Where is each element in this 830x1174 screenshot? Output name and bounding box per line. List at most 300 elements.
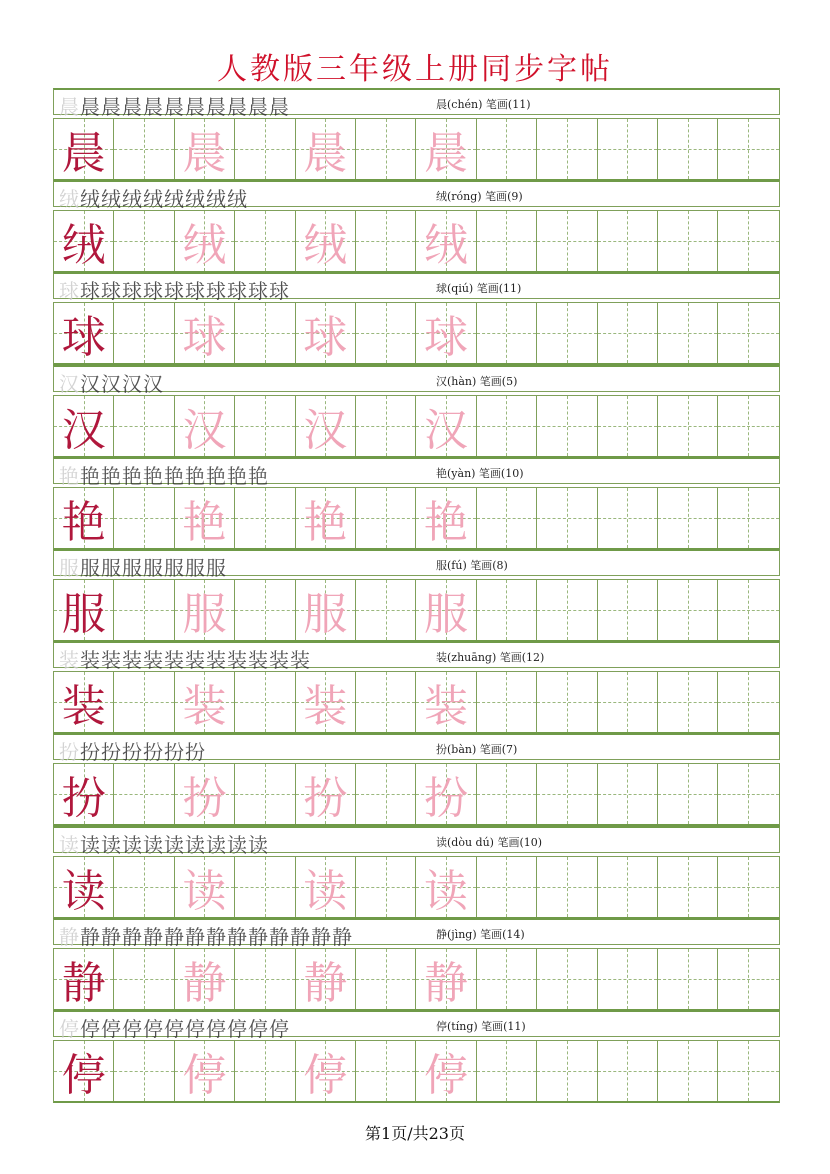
stroke-step: 服 xyxy=(101,555,122,580)
practice-cell[interactable] xyxy=(296,672,356,732)
practice-cell[interactable] xyxy=(718,1041,778,1101)
stroke-order-row xyxy=(53,365,780,396)
stroke-order-row xyxy=(53,641,780,673)
practice-cell[interactable] xyxy=(477,488,537,548)
stroke-step: 晨 xyxy=(143,95,164,119)
stroke-step: 停 xyxy=(248,1016,269,1041)
practice-cell[interactable] xyxy=(235,119,295,179)
stroke-order-sequence xyxy=(59,829,269,858)
practice-cell[interactable] xyxy=(477,857,537,917)
practice-cell[interactable] xyxy=(114,764,174,824)
practice-cell[interactable] xyxy=(658,580,718,640)
stroke-step: 艳 xyxy=(101,463,122,488)
practice-cell[interactable] xyxy=(175,672,235,732)
trace-char: 艳 xyxy=(303,496,348,548)
stroke-step: 绒 xyxy=(206,187,227,212)
practice-grid-row xyxy=(53,579,780,642)
char-info: 绒(róng) 笔画(9) xyxy=(436,190,523,204)
trace-char: 读 xyxy=(303,865,348,917)
practice-cell[interactable] xyxy=(296,488,356,548)
char-block xyxy=(53,272,780,364)
stroke-step: 停 xyxy=(59,1016,80,1041)
stroke-step: 绒 xyxy=(80,187,101,212)
practice-cell[interactable] xyxy=(477,303,537,363)
stroke-step: 装 xyxy=(59,648,80,673)
practice-cell[interactable] xyxy=(598,396,658,456)
practice-cell[interactable] xyxy=(54,1041,114,1101)
trace-char: 服 xyxy=(424,588,469,640)
stroke-step: 装 xyxy=(164,648,185,673)
stroke-order-sequence xyxy=(59,460,269,489)
practice-cell[interactable] xyxy=(658,949,718,1009)
practice-cell[interactable] xyxy=(54,949,114,1009)
trace-char: 绒 xyxy=(424,220,469,272)
practice-cell[interactable] xyxy=(175,857,235,917)
practice-cell[interactable] xyxy=(54,303,114,363)
practice-cell[interactable] xyxy=(235,1041,295,1101)
stroke-step: 服 xyxy=(143,555,164,580)
trace-char: 读 xyxy=(424,865,469,917)
practice-cell[interactable] xyxy=(658,119,718,179)
trace-char: 装 xyxy=(303,681,348,733)
stroke-step: 球 xyxy=(122,279,143,304)
stroke-order-sequence xyxy=(59,921,353,950)
trace-char: 球 xyxy=(424,312,469,364)
practice-cell[interactable] xyxy=(235,396,295,456)
stroke-step: 停 xyxy=(269,1016,290,1041)
practice-cell[interactable] xyxy=(235,949,295,1009)
practice-grid-row xyxy=(53,671,780,734)
stroke-order-sequence xyxy=(59,644,311,673)
trace-char: 扮 xyxy=(303,773,348,825)
trace-char: 扮 xyxy=(182,773,227,825)
char-block xyxy=(53,641,780,733)
practice-cell[interactable] xyxy=(477,672,537,732)
stroke-step: 装 xyxy=(269,648,290,673)
practice-cell[interactable] xyxy=(718,303,778,363)
char-info: 扮(bàn) 笔画(7) xyxy=(436,743,518,757)
practice-cell[interactable] xyxy=(658,857,718,917)
stroke-step: 服 xyxy=(80,555,101,580)
stroke-step: 晨 xyxy=(80,95,101,119)
stroke-step: 晨 xyxy=(227,95,248,119)
practice-cell[interactable] xyxy=(175,211,235,271)
practice-cell[interactable] xyxy=(718,119,778,179)
stroke-order-sequence xyxy=(59,275,290,304)
practice-cell[interactable] xyxy=(416,580,476,640)
practice-cell[interactable] xyxy=(537,303,597,363)
practice-cell[interactable] xyxy=(114,580,174,640)
practice-cell[interactable] xyxy=(416,303,476,363)
practice-cell[interactable] xyxy=(235,857,295,917)
trace-char: 绒 xyxy=(182,220,227,272)
trace-char: 静 xyxy=(182,957,227,1009)
practice-cell[interactable] xyxy=(537,857,597,917)
practice-cell[interactable] xyxy=(416,857,476,917)
practice-cell[interactable] xyxy=(356,672,416,732)
stroke-step: 读 xyxy=(206,832,227,857)
trace-char: 艳 xyxy=(424,496,469,548)
stroke-step: 晨 xyxy=(206,95,227,119)
stroke-step: 读 xyxy=(143,832,164,857)
trace-char: 静 xyxy=(303,957,348,1009)
trace-char: 汉 xyxy=(424,404,469,456)
stroke-step: 扮 xyxy=(101,740,122,765)
stroke-step: 汉 xyxy=(101,371,122,396)
practice-cell[interactable] xyxy=(477,764,537,824)
stroke-step: 艳 xyxy=(143,463,164,488)
stroke-step: 服 xyxy=(59,555,80,580)
stroke-step: 球 xyxy=(164,279,185,304)
stroke-step: 汉 xyxy=(122,371,143,396)
stroke-order-row xyxy=(53,88,780,119)
stroke-step: 艳 xyxy=(227,463,248,488)
stroke-step: 读 xyxy=(101,832,122,857)
practice-cell[interactable] xyxy=(114,949,174,1009)
stroke-step: 艳 xyxy=(59,463,80,488)
stroke-step: 静 xyxy=(80,924,101,949)
practice-cell[interactable] xyxy=(175,303,235,363)
stroke-step: 停 xyxy=(101,1016,122,1041)
practice-cell[interactable] xyxy=(416,764,476,824)
stroke-step: 艳 xyxy=(122,463,143,488)
stroke-order-row xyxy=(53,180,780,212)
practice-cell[interactable] xyxy=(598,764,658,824)
stroke-order-row xyxy=(53,272,780,304)
stroke-step: 静 xyxy=(269,924,290,949)
model-char: 服 xyxy=(61,588,106,640)
stroke-step: 球 xyxy=(269,279,290,304)
char-block xyxy=(53,180,780,272)
practice-cell[interactable] xyxy=(356,488,416,548)
practice-grid-row xyxy=(53,487,780,550)
stroke-step: 读 xyxy=(248,832,269,857)
practice-cell[interactable] xyxy=(296,1041,356,1101)
stroke-order-row xyxy=(53,1010,780,1041)
trace-char: 艳 xyxy=(182,496,227,548)
practice-cell[interactable] xyxy=(296,857,356,917)
practice-cell[interactable] xyxy=(356,1041,416,1101)
stroke-step: 停 xyxy=(80,1016,101,1041)
stroke-step: 静 xyxy=(185,924,206,949)
stroke-step: 静 xyxy=(143,924,164,949)
stroke-step: 读 xyxy=(59,832,80,857)
stroke-step: 艳 xyxy=(80,463,101,488)
practice-cell[interactable] xyxy=(54,580,114,640)
stroke-step: 晨 xyxy=(248,95,269,119)
practice-cell[interactable] xyxy=(537,764,597,824)
stroke-order-row xyxy=(53,549,780,580)
char-info: 读(dòu dú) 笔画(10) xyxy=(436,835,543,849)
practice-cell[interactable] xyxy=(416,396,476,456)
practice-cell[interactable] xyxy=(235,303,295,363)
stroke-step: 停 xyxy=(122,1016,143,1041)
practice-cell[interactable] xyxy=(175,949,235,1009)
stroke-step: 球 xyxy=(185,279,206,304)
practice-cell[interactable] xyxy=(296,119,356,179)
model-char: 读 xyxy=(61,865,106,917)
char-block xyxy=(53,826,780,918)
stroke-step: 装 xyxy=(122,648,143,673)
stroke-step: 球 xyxy=(101,279,122,304)
practice-cell[interactable] xyxy=(718,764,778,824)
practice-cell[interactable] xyxy=(235,580,295,640)
stroke-step: 停 xyxy=(227,1016,248,1041)
stroke-step: 停 xyxy=(206,1016,227,1041)
practice-cell[interactable] xyxy=(598,303,658,363)
practice-cell[interactable] xyxy=(718,396,778,456)
trace-char: 绒 xyxy=(303,220,348,272)
practice-cell[interactable] xyxy=(235,211,295,271)
trace-char: 停 xyxy=(182,1049,227,1101)
stroke-step: 读 xyxy=(164,832,185,857)
stroke-step: 扮 xyxy=(122,740,143,765)
practice-cell[interactable] xyxy=(175,1041,235,1101)
stroke-step: 球 xyxy=(206,279,227,304)
stroke-step: 艳 xyxy=(248,463,269,488)
practice-cell[interactable] xyxy=(537,1041,597,1101)
practice-cell[interactable] xyxy=(175,764,235,824)
stroke-order-sequence xyxy=(59,183,248,212)
trace-char: 读 xyxy=(182,865,227,917)
practice-cell[interactable] xyxy=(114,857,174,917)
stroke-order-row xyxy=(53,826,780,857)
practice-cell[interactable] xyxy=(477,396,537,456)
practice-cell[interactable] xyxy=(54,672,114,732)
practice-cell[interactable] xyxy=(598,211,658,271)
stroke-step: 绒 xyxy=(59,187,80,212)
practice-cell[interactable] xyxy=(356,857,416,917)
practice-cell[interactable] xyxy=(54,119,114,179)
practice-cell[interactable] xyxy=(537,580,597,640)
stroke-step: 绒 xyxy=(227,187,248,212)
practice-cell[interactable] xyxy=(175,396,235,456)
stroke-step: 装 xyxy=(227,648,248,673)
char-block xyxy=(53,1010,780,1102)
practice-cell[interactable] xyxy=(114,488,174,548)
practice-cell[interactable] xyxy=(235,488,295,548)
practice-cell[interactable] xyxy=(114,396,174,456)
practice-cell[interactable] xyxy=(416,949,476,1009)
practice-cell[interactable] xyxy=(356,949,416,1009)
practice-cell[interactable] xyxy=(356,211,416,271)
practice-cell[interactable] xyxy=(114,119,174,179)
trace-char: 球 xyxy=(303,312,348,364)
practice-cell[interactable] xyxy=(296,211,356,271)
stroke-step: 装 xyxy=(290,648,311,673)
model-char: 停 xyxy=(61,1049,106,1101)
stroke-step: 汉 xyxy=(143,371,164,396)
practice-grid-row xyxy=(53,948,780,1011)
trace-char: 停 xyxy=(303,1049,348,1101)
practice-cell[interactable] xyxy=(477,119,537,179)
trace-char: 装 xyxy=(424,681,469,733)
stroke-step: 停 xyxy=(185,1016,206,1041)
model-char: 艳 xyxy=(61,496,106,548)
stroke-order-row xyxy=(53,733,780,765)
model-char: 静 xyxy=(61,957,106,1009)
stroke-step: 读 xyxy=(227,832,248,857)
practice-cell[interactable] xyxy=(658,396,718,456)
practice-cell[interactable] xyxy=(416,488,476,548)
practice-cell[interactable] xyxy=(598,857,658,917)
practice-cell[interactable] xyxy=(356,396,416,456)
stroke-order-sequence xyxy=(59,736,206,765)
practice-cell[interactable] xyxy=(718,857,778,917)
practice-cell[interactable] xyxy=(114,303,174,363)
practice-cell[interactable] xyxy=(356,580,416,640)
practice-cell[interactable] xyxy=(175,580,235,640)
stroke-step: 停 xyxy=(143,1016,164,1041)
practice-cell[interactable] xyxy=(296,396,356,456)
practice-cell[interactable] xyxy=(658,1041,718,1101)
char-info: 静(jìng) 笔画(14) xyxy=(436,927,525,941)
practice-cell[interactable] xyxy=(658,764,718,824)
model-char: 绒 xyxy=(61,220,106,272)
practice-cell[interactable] xyxy=(477,211,537,271)
stroke-step: 扮 xyxy=(164,740,185,765)
stroke-step: 静 xyxy=(122,924,143,949)
model-char: 球 xyxy=(61,312,106,364)
practice-cell[interactable] xyxy=(114,672,174,732)
stroke-step: 静 xyxy=(332,924,353,949)
stroke-step: 绒 xyxy=(143,187,164,212)
stroke-step: 汉 xyxy=(59,371,80,396)
practice-cell[interactable] xyxy=(356,303,416,363)
practice-cell[interactable] xyxy=(598,949,658,1009)
stroke-step: 静 xyxy=(101,924,122,949)
practice-cell[interactable] xyxy=(54,488,114,548)
stroke-step: 装 xyxy=(185,648,206,673)
stroke-step: 服 xyxy=(164,555,185,580)
stroke-step: 球 xyxy=(248,279,269,304)
stroke-step: 装 xyxy=(80,648,101,673)
practice-cell[interactable] xyxy=(54,764,114,824)
practice-grid-row xyxy=(53,302,780,365)
practice-cell[interactable] xyxy=(296,580,356,640)
stroke-step: 读 xyxy=(185,832,206,857)
practice-cell[interactable] xyxy=(54,211,114,271)
stroke-step: 静 xyxy=(290,924,311,949)
practice-cell[interactable] xyxy=(658,488,718,548)
practice-cell[interactable] xyxy=(537,396,597,456)
model-char: 装 xyxy=(61,681,106,733)
practice-cell[interactable] xyxy=(718,580,778,640)
practice-cell[interactable] xyxy=(537,211,597,271)
practice-cell[interactable] xyxy=(537,488,597,548)
practice-grid-row xyxy=(53,118,780,181)
stroke-step: 静 xyxy=(164,924,185,949)
practice-cell[interactable] xyxy=(175,119,235,179)
practice-cell[interactable] xyxy=(537,949,597,1009)
stroke-step: 静 xyxy=(248,924,269,949)
trace-char: 装 xyxy=(182,681,227,733)
practice-cell[interactable] xyxy=(114,211,174,271)
char-info: 晨(chén) 笔画(11) xyxy=(436,98,531,111)
practice-cell[interactable] xyxy=(658,672,718,732)
practice-cell[interactable] xyxy=(114,1041,174,1101)
stroke-step: 扮 xyxy=(185,740,206,765)
practice-cell[interactable] xyxy=(296,949,356,1009)
practice-cell[interactable] xyxy=(658,211,718,271)
practice-cell[interactable] xyxy=(537,119,597,179)
practice-grid-row xyxy=(53,395,780,458)
practice-cell[interactable] xyxy=(416,211,476,271)
practice-cell[interactable] xyxy=(718,672,778,732)
practice-cell[interactable] xyxy=(477,580,537,640)
char-block xyxy=(53,457,780,549)
practice-cell[interactable] xyxy=(235,764,295,824)
trace-char: 汉 xyxy=(182,404,227,456)
practice-cell[interactable] xyxy=(356,119,416,179)
practice-cell[interactable] xyxy=(54,857,114,917)
practice-cell[interactable] xyxy=(54,396,114,456)
trace-char: 晨 xyxy=(424,128,469,179)
practice-cell[interactable] xyxy=(598,672,658,732)
stroke-step: 晨 xyxy=(269,95,290,119)
stroke-order-row xyxy=(53,918,780,949)
stroke-step: 静 xyxy=(227,924,248,949)
practice-cell[interactable] xyxy=(598,1041,658,1101)
stroke-step: 晨 xyxy=(122,95,143,119)
practice-sheet xyxy=(53,88,780,1102)
stroke-step: 装 xyxy=(101,648,122,673)
practice-cell[interactable] xyxy=(416,672,476,732)
char-info: 装(zhuāng) 笔画(12) xyxy=(436,651,545,665)
practice-cell[interactable] xyxy=(477,1041,537,1101)
char-info: 球(qiú) 笔画(11) xyxy=(436,282,522,296)
stroke-step: 装 xyxy=(248,648,269,673)
stroke-step: 球 xyxy=(80,279,101,304)
stroke-step: 扮 xyxy=(80,740,101,765)
stroke-order-sequence xyxy=(59,91,290,120)
char-block xyxy=(53,365,780,457)
practice-cell[interactable] xyxy=(598,488,658,548)
model-char: 晨 xyxy=(61,128,106,179)
practice-cell[interactable] xyxy=(175,488,235,548)
char-info: 艳(yàn) 笔画(10) xyxy=(436,466,524,480)
stroke-step: 晨 xyxy=(101,95,122,119)
practice-cell[interactable] xyxy=(718,211,778,271)
trace-char: 服 xyxy=(303,588,348,640)
stroke-step: 球 xyxy=(59,279,80,304)
model-char: 汉 xyxy=(61,404,106,456)
practice-cell[interactable] xyxy=(416,1041,476,1101)
practice-cell[interactable] xyxy=(356,764,416,824)
practice-cell[interactable] xyxy=(477,949,537,1009)
practice-cell[interactable] xyxy=(296,303,356,363)
stroke-step: 扮 xyxy=(143,740,164,765)
stroke-step: 静 xyxy=(59,924,80,949)
stroke-step: 艳 xyxy=(206,463,227,488)
practice-cell[interactable] xyxy=(658,303,718,363)
practice-cell[interactable] xyxy=(718,488,778,548)
practice-cell[interactable] xyxy=(296,764,356,824)
stroke-step: 服 xyxy=(185,555,206,580)
stroke-step: 汉 xyxy=(80,371,101,396)
practice-cell[interactable] xyxy=(416,119,476,179)
practice-cell[interactable] xyxy=(537,672,597,732)
practice-cell[interactable] xyxy=(598,119,658,179)
stroke-step: 球 xyxy=(143,279,164,304)
trace-char: 静 xyxy=(424,957,469,1009)
practice-cell[interactable] xyxy=(235,672,295,732)
stroke-step: 静 xyxy=(311,924,332,949)
stroke-step: 服 xyxy=(206,555,227,580)
stroke-order-sequence xyxy=(59,1013,290,1042)
practice-cell[interactable] xyxy=(718,949,778,1009)
practice-cell[interactable] xyxy=(598,580,658,640)
